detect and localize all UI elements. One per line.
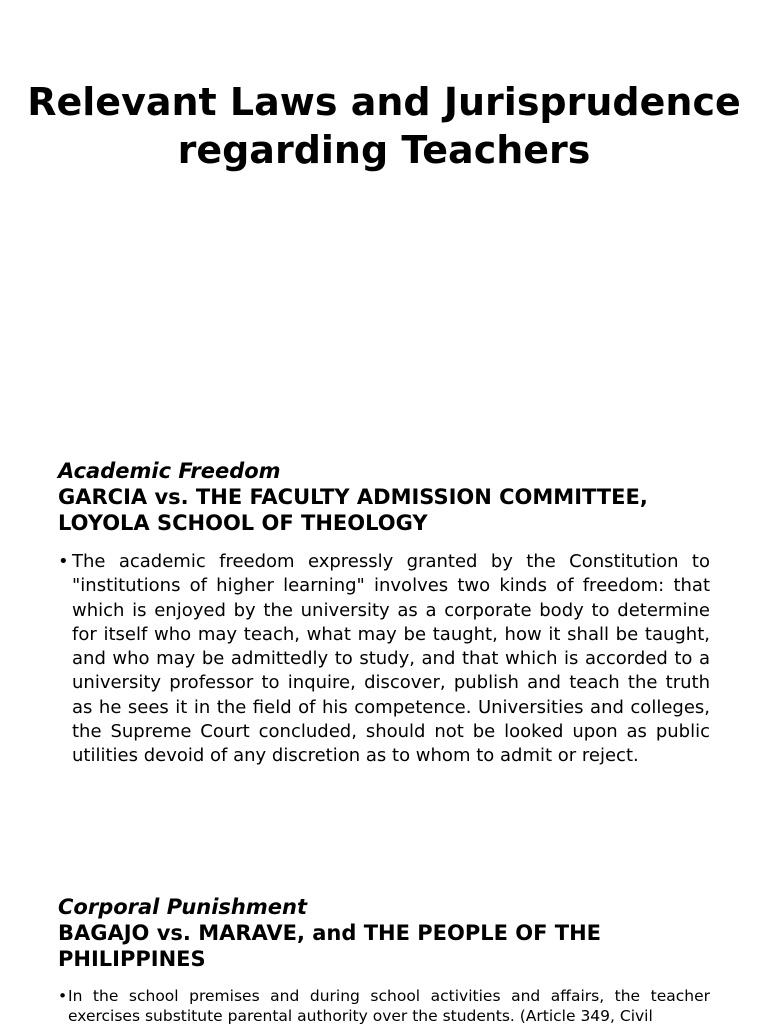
bullet-marker: • xyxy=(58,987,68,1005)
bullet-marker: • xyxy=(58,551,69,572)
bullet-list xyxy=(58,550,710,769)
section-topic: Corporal Punishment xyxy=(58,895,307,919)
bullet-item xyxy=(58,986,710,1026)
section-topic: Academic Freedom xyxy=(58,459,281,483)
bullet-text: In the school premises and during school activities and affairs, the teacher exercises substitute parental authority over the students. (Article 349, Civil xyxy=(68,987,710,1025)
bullet-list xyxy=(58,986,710,1026)
page-title: Relevant Laws and Jurisprudence regarding Teachers xyxy=(27,80,741,172)
section-corporal-punishment xyxy=(58,894,710,1026)
section-academic-freedom xyxy=(58,458,710,769)
bullet-text: The academic freedom expressly granted by the Constitution to "institutions of higher learning" involves two kinds of freedom: that which is enjoyed by the university as a corporate body to determine for itself who may teach, what may be taught, how it shall be taught, and who may be admittedly to study, and that which is accorded to a university professor to inquire, discover, publish and teach the truth as he sees it in the field of his competence. Universities and colleges, the Supreme Court concluded, should not be looked upon as public utilities devoid of any discretion as to whom to admit or reject. xyxy=(72,551,710,767)
bullet-item xyxy=(58,550,710,769)
case-title: BAGAJO vs. MARAVE, and THE PEOPLE OF THE PHILIPPINES xyxy=(58,921,602,971)
case-title: GARCIA vs. THE FACULTY ADMISSION COMMITTEE, LOYOLA SCHOOL OF THEOLOGY xyxy=(58,485,648,535)
